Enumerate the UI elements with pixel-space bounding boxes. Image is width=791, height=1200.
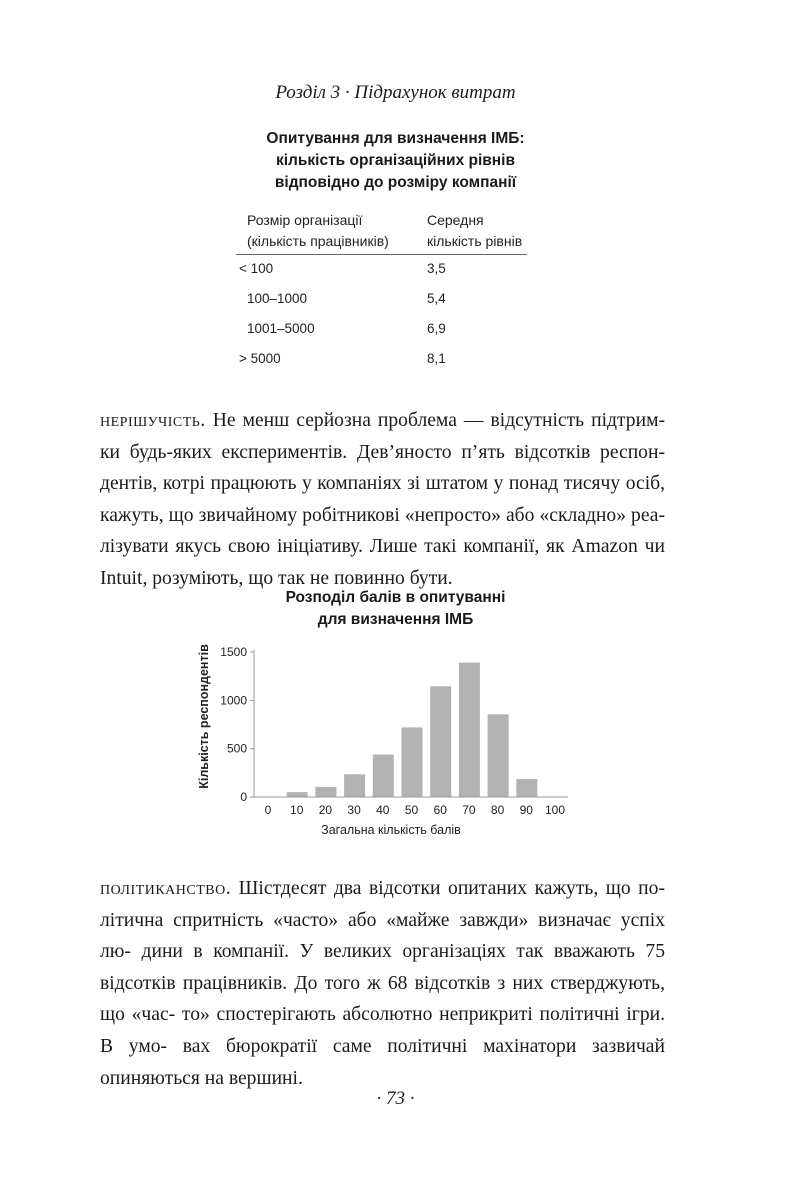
x-tick-label: 90 (519, 803, 533, 817)
y-tick-label: 1000 (220, 693, 247, 708)
histogram-bar (430, 686, 451, 797)
histogram-bar (459, 663, 480, 797)
histogram-bar (373, 754, 394, 797)
text-line: на вершині. (204, 1067, 303, 1089)
histogram-bar (402, 727, 423, 797)
table-header-line: кількість рівнів (427, 233, 523, 249)
table-title-line: Опитування для визначення ІМБ: (266, 130, 525, 147)
x-tick-label: 60 (433, 803, 447, 817)
text-line: ки будь-яких експериментів. Дев’яносто п’ять відсотків респон- (100, 441, 665, 463)
table-cell-levels: 5,4 (427, 291, 446, 306)
table-cell-size: 100–1000 (247, 291, 308, 306)
text-line: Не менш серйозна проблема — відсутність підтрим- (205, 410, 665, 431)
table-header-line: Розмір організації (247, 212, 363, 228)
paragraph-politics (100, 873, 665, 1094)
running-head: Розділ 3 · Підрахунок витрат (275, 82, 516, 103)
x-tick-label: 50 (404, 803, 419, 817)
chart-title-line: Розподіл балів в опитуванні (285, 589, 506, 606)
text-line: вах бюрократії саме політичні махінатори зазвичай опиняються (100, 1035, 665, 1089)
x-tick-label: 0 (264, 803, 272, 817)
text-line: кажуть, що звичайному робітникові «непросто» або «складно» реа- (100, 504, 665, 526)
table-header-size (247, 210, 389, 252)
table-cell-levels: 6,9 (427, 321, 446, 336)
table-title (0, 128, 791, 194)
y-tick-label: 1500 (220, 645, 247, 659)
x-axis-label: Загальна кількість балів (321, 823, 461, 837)
paragraph-lead: нерішучість. (100, 410, 206, 431)
table-cell-levels: 3,5 (427, 261, 446, 276)
text-line: дини в компанії. У великих організаціях так вважають 75 відсотків (100, 941, 665, 994)
chart-title (0, 587, 791, 631)
histogram-bar (488, 714, 509, 797)
x-tick-label: 30 (347, 803, 361, 817)
paragraph-lead: політиканство. (100, 878, 232, 899)
table-cell-size: > 5000 (239, 351, 281, 366)
chart-title-line: для визначення ІМБ (317, 611, 474, 628)
table-cell-size: 1001–5000 (247, 321, 315, 336)
x-tick-label: 10 (290, 803, 304, 817)
table-cell-size: < 100 (239, 261, 274, 276)
y-tick-label: 500 (226, 741, 247, 756)
table-header-line: Середня (427, 212, 484, 228)
y-axis-label: Кількість респондентів (197, 644, 211, 789)
x-tick-label: 20 (318, 803, 333, 817)
x-tick-label: 100 (544, 803, 566, 817)
y-tick-label: 0 (240, 790, 247, 804)
text-line: літична спритність «часто» або «майже завжди» визначає успіх лю- (100, 909, 665, 963)
text-line: то» спостерігають абсолютно неприкриті політичні ігри. В умо- (100, 1004, 665, 1057)
x-tick-label: 80 (490, 803, 505, 817)
table-title-line: відповідно до розміру компанії (274, 174, 517, 191)
text-line: дентів, котрі працюють у компаніях зі штатом у понад тисячу осіб, (100, 473, 665, 495)
histogram-bar (315, 787, 336, 797)
text-line: лізувати якусь свою ініціативу. Лише такі компанії, як Amazon чи (100, 536, 665, 558)
histogram-chart (0, 640, 791, 845)
paragraph-indecision (100, 405, 665, 595)
table-title-line: кількість організаційних рівнів (275, 152, 516, 169)
table-header-levels (427, 210, 522, 252)
table-cell-levels: 8,1 (427, 351, 446, 366)
x-tick-label: 70 (462, 803, 476, 817)
text-line: працівників. До того ж 68 відсотків з них стверджують, що «час- (100, 972, 665, 1026)
page-number: · 73 · (376, 1088, 415, 1109)
x-tick-label: 40 (376, 803, 390, 817)
histogram-bar (287, 792, 308, 797)
text-line: Intuit, розуміють, що так не повинно бути. (100, 567, 453, 589)
table-header-line: (кількість працівників) (247, 233, 389, 249)
table-rule (236, 254, 527, 255)
histogram-bar (344, 774, 365, 797)
text-line: Шістдесят два відсотки опитаних кажуть, що по- (231, 878, 665, 899)
histogram-bar (516, 779, 537, 797)
